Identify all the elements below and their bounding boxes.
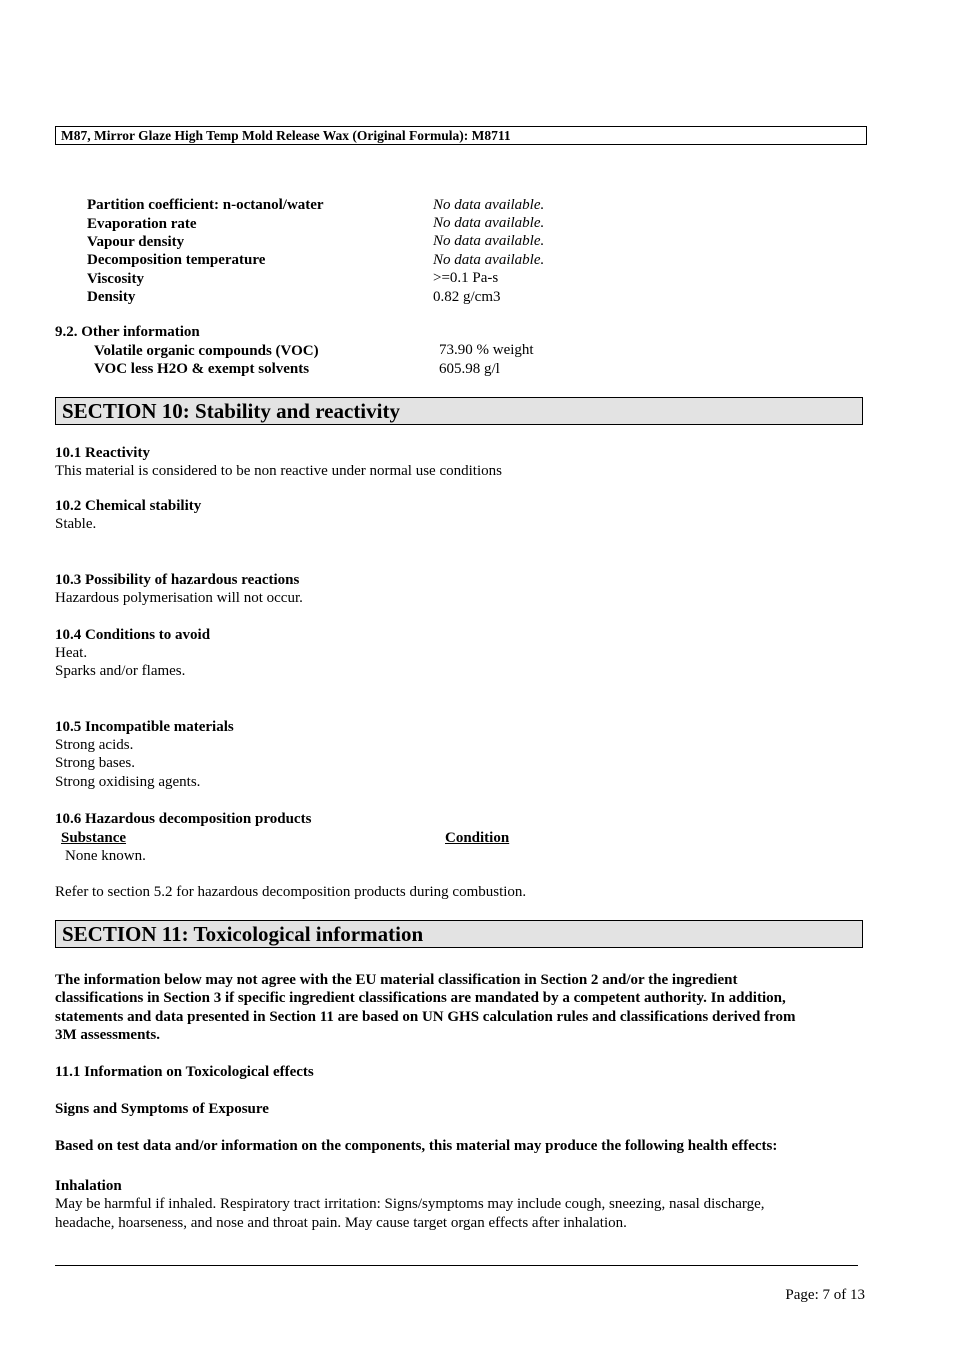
conditions-line: Heat. xyxy=(55,645,88,661)
property-label: Evaporation rate xyxy=(87,216,197,232)
reactivity-text: This material is considered to be non reactive under normal use conditions xyxy=(55,463,502,479)
section-10-title: SECTION 10: Stability and reactivity xyxy=(62,399,400,423)
other-info-label: VOC less H2O & exempt solvents xyxy=(94,361,310,377)
conditions-line: Sparks and/or flames. xyxy=(55,663,186,679)
property-label: Density xyxy=(87,289,136,305)
disclaimer-line: The information below may not agree with the EU material classification in Section 2 and/or the ingredient xyxy=(55,972,738,988)
reactivity-heading: 10.1 Reactivity xyxy=(55,445,150,461)
tox-effects-heading: 11.1 Information on Toxicological effects xyxy=(55,1064,314,1080)
section-11-header xyxy=(55,920,863,948)
document-title: M87, Mirror Glaze High Temp Mold Release Wax (Original Formula): M8711 xyxy=(61,128,511,143)
incompatible-line: Strong oxidising agents. xyxy=(55,774,201,790)
property-label: Partition coefficient: n-octanol/water xyxy=(87,197,324,213)
document-header xyxy=(55,126,867,145)
property-value: No data available. xyxy=(433,197,545,213)
incompatible-line: Strong acids. xyxy=(55,737,134,753)
footer-divider xyxy=(55,1265,858,1266)
property-label: Viscosity xyxy=(87,271,144,287)
hazardous-reactions-text: Hazardous polymerisation will not occur. xyxy=(55,590,303,606)
other-info-value: 73.90 % weight xyxy=(439,342,534,358)
section-10-header xyxy=(55,397,863,425)
decomposition-note: Refer to section 5.2 for hazardous decomposition products during combustion. xyxy=(55,884,527,900)
property-value: No data available. xyxy=(433,215,545,231)
property-value: No data available. xyxy=(433,252,545,268)
other-info-heading: 9.2. Other information xyxy=(55,324,200,340)
inhalation-line: May be harmful if inhaled. Respiratory tract irritation: Signs/symptoms may include cough, sneezing, nasal discharge, xyxy=(55,1196,765,1212)
substance-column-header: Substance xyxy=(61,830,127,846)
inhalation-line: headache, hoarseness, and nose and throat pain. May cause target organ effects after inhalation. xyxy=(55,1215,627,1231)
disclaimer-line: statements and data presented in Section 11 are based on UN GHS calculation rules and classifications derived from xyxy=(55,1009,796,1025)
conditions-heading: 10.4 Conditions to avoid xyxy=(55,627,211,643)
decomposition-heading: 10.6 Hazardous decomposition products xyxy=(55,811,312,827)
section-11-title: SECTION 11: Toxicological information xyxy=(62,922,424,946)
other-info-label: Volatile organic compounds (VOC) xyxy=(94,343,319,359)
disclaimer-line: classifications in Section 3 if specific ingredient classifications are mandated by a competent authority. In addition, xyxy=(55,990,786,1006)
property-label: Vapour density xyxy=(87,234,185,250)
stability-text: Stable. xyxy=(55,516,97,532)
condition-column-header: Condition xyxy=(445,830,510,846)
other-info-value: 605.98 g/l xyxy=(439,361,500,377)
page-number: Page: 7 of 13 xyxy=(785,1287,865,1303)
property-value: 0.82 g/cm3 xyxy=(433,289,501,305)
substance-cell: None known. xyxy=(65,848,146,864)
stability-heading: 10.2 Chemical stability xyxy=(55,498,202,514)
hazardous-reactions-heading: 10.3 Possibility of hazardous reactions xyxy=(55,572,300,588)
property-value: No data available. xyxy=(433,233,545,249)
disclaimer-line: 3M assessments. xyxy=(55,1027,160,1043)
property-value: >=0.1 Pa-s xyxy=(433,270,499,286)
property-label: Decomposition temperature xyxy=(87,252,266,268)
signs-symptoms-heading: Signs and Symptoms of Exposure xyxy=(55,1101,269,1117)
inhalation-heading: Inhalation xyxy=(55,1178,122,1194)
health-effects-intro: Based on test data and/or information on the components, this material may produce the following health effects: xyxy=(55,1138,778,1154)
incompatible-line: Strong bases. xyxy=(55,755,135,771)
incompatible-heading: 10.5 Incompatible materials xyxy=(55,719,234,735)
